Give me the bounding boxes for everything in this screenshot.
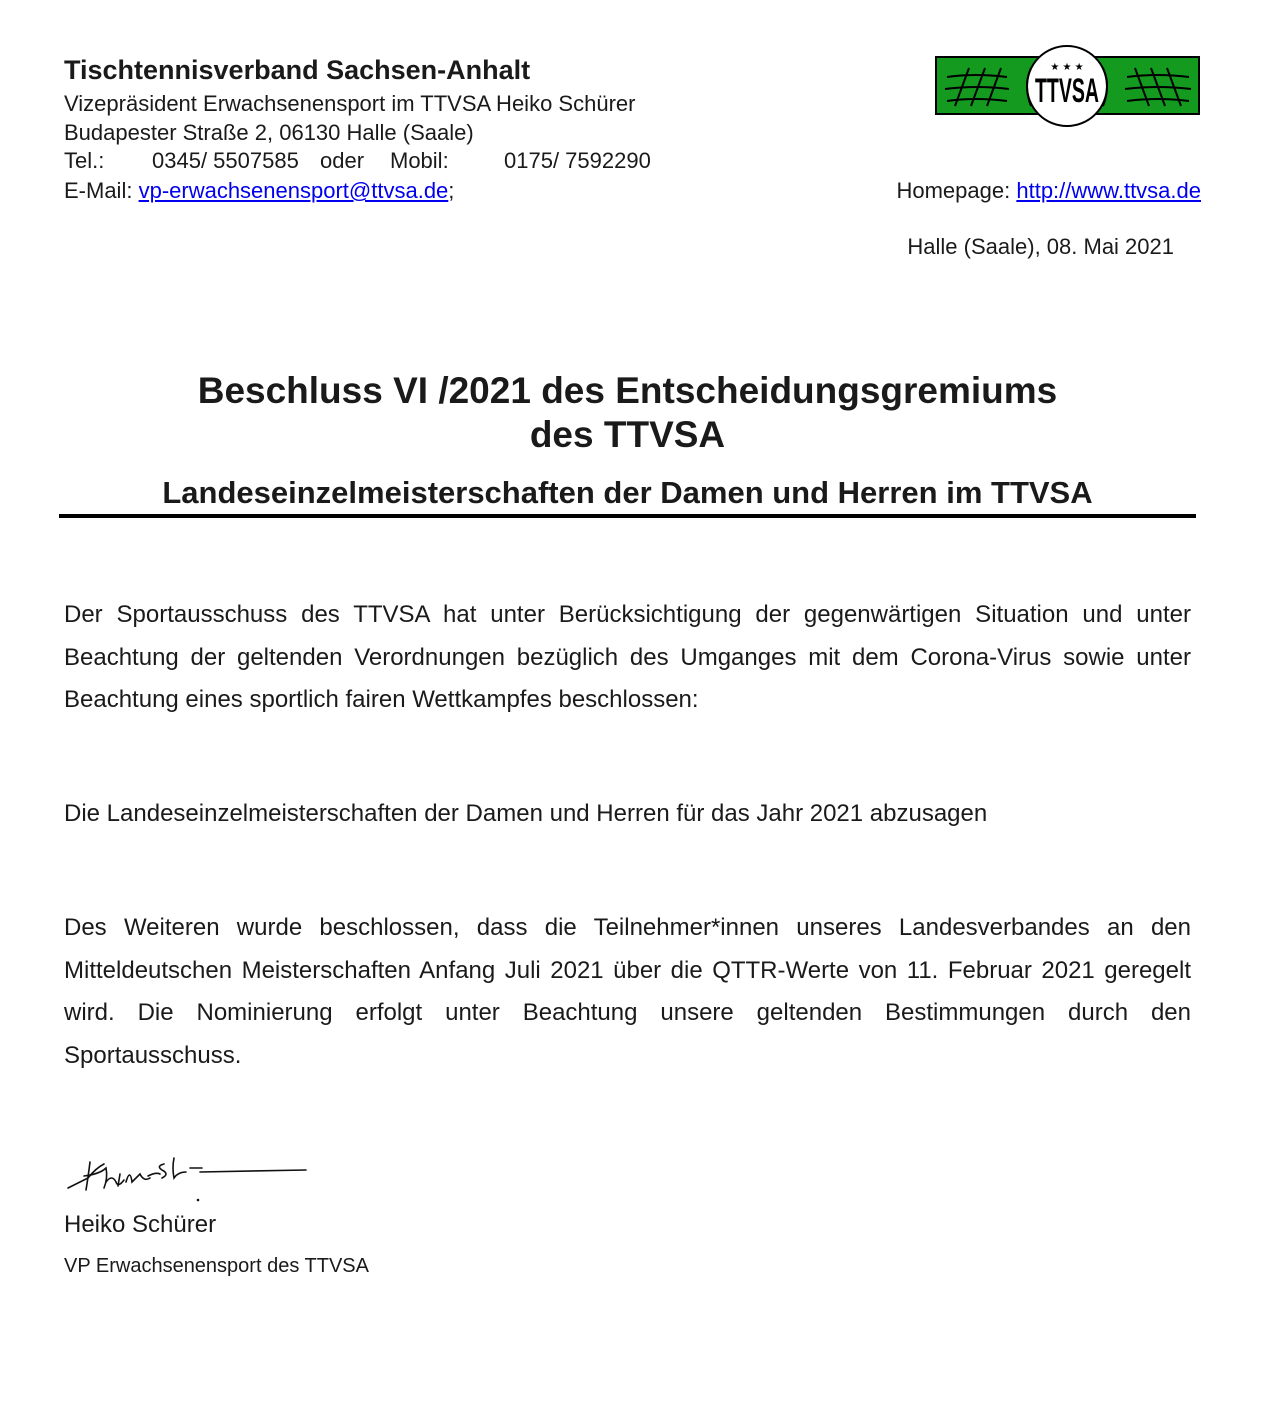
phone-line	[64, 146, 684, 175]
tel-label: Tel.:	[64, 148, 105, 173]
paragraph-nomination: Des Weiteren wurde beschlossen, dass die Teilnehmer*innen unseres Landesverbandes an den Mitteldeutschen Meisterschaften Anfang Juli 2021 über die QTTR-Werte von 11. Februar 2021 geregelt wird. Die Nominierung erfolgt unter Beachtung unsere geltenden Bestimmungen durch den Sportausschuss.	[64, 914, 1191, 1069]
handwritten-signature-icon	[60, 1138, 320, 1210]
email-suffix: ;	[448, 178, 455, 203]
homepage-link[interactable]: http://www.ttvsa.de	[1016, 178, 1201, 203]
address-line: Budapester Straße 2, 06130 Halle (Saale)	[64, 120, 474, 145]
email-link[interactable]: vp-erwachsenensport@ttvsa.de	[138, 178, 449, 203]
tel-number: 0345/ 5507585	[152, 148, 299, 173]
paragraph-decision: Die Landeseinzelmeisterschaften der Damen und Herren für das Jahr 2021 abzusagen	[64, 800, 988, 827]
title-underline-divider	[59, 514, 1196, 518]
document-title-line1: Beschluss VI /2021 des Entscheidungsgremiums	[197, 370, 1058, 411]
logo-stars: ★ ★ ★	[1050, 62, 1084, 73]
logo-text: TTVSA	[1035, 72, 1099, 110]
email-line	[64, 176, 454, 205]
signatory-role: VP Erwachsenensport des TTVSA	[64, 1255, 369, 1277]
vice-president-line: Vizepräsident Erwachsenensport im TTVSA Heiko Schürer	[64, 91, 636, 116]
homepage-label: Homepage:	[896, 178, 1011, 203]
mobile-label: Mobil:	[390, 148, 449, 173]
homepage-line	[896, 176, 1201, 205]
mobile-number: 0175/ 7592290	[504, 148, 651, 173]
ttvsa-logo	[935, 44, 1200, 128]
document-title-line2: des TTVSA	[529, 414, 726, 455]
email-label: E-Mail:	[64, 178, 133, 203]
signatory-name: Heiko Schürer	[64, 1211, 217, 1238]
document-subtitle: Landeseinzelmeisterschaften der Damen und Herren im TTVSA	[162, 475, 1093, 510]
date-line: Halle (Saale), 08. Mai 2021	[907, 234, 1174, 259]
organization-name: Tischtennisverband Sachsen-Anhalt	[64, 55, 531, 85]
tel-or-text: oder	[320, 148, 365, 173]
paragraph-intro: Der Sportausschuss des TTVSA hat unter Berücksichtigung der gegenwärtigen Situation und unter Beachtung der geltenden Verordnungen bezüglich des Umganges mit dem Corona-Virus sowie unter Beachtung eines sportlich fairen Wettkampfes beschlossen:	[64, 601, 1191, 713]
